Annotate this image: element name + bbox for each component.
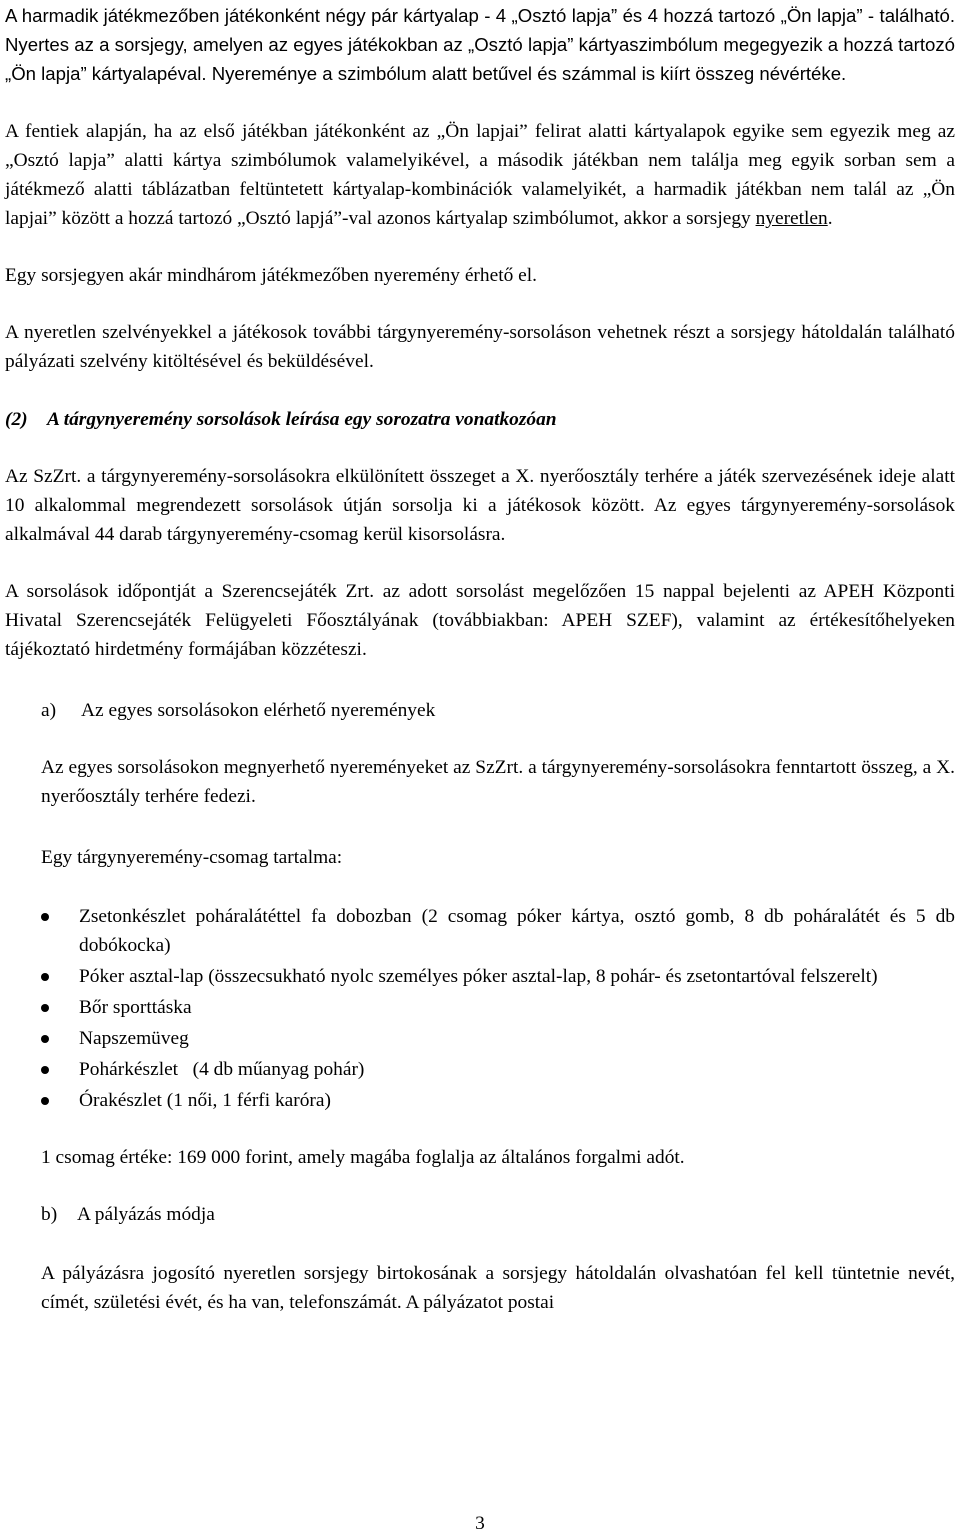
- bullet-icon: [41, 1097, 49, 1105]
- list-item: [41, 1086, 955, 1115]
- bullet-icon: [41, 913, 49, 921]
- list-item: [41, 1055, 955, 1084]
- subsection-b-letter: b): [41, 1204, 58, 1225]
- list-item-text: Órakészlet (1 női, 1 férfi karóra): [79, 1090, 331, 1111]
- list-item: [41, 993, 955, 1022]
- subsection-a-letter: a): [41, 700, 57, 721]
- list-item: [41, 1024, 955, 1053]
- page-number: 3: [475, 1513, 485, 1534]
- intro-paragraph-3: Egy sorsjegyen akár mindhárom játékmezőben nyeremény érhető el.: [5, 265, 537, 286]
- package-value-note: 1 csomag értéke: 169 000 forint, amely magába foglalja az általános forgalmi adót.: [41, 1147, 685, 1168]
- document-page: [5, 1, 955, 1317]
- section-2-title: A tárgynyeremény sorsolások leírása egy sorozatra vonatkozóan: [47, 409, 557, 430]
- list-item: [41, 962, 955, 991]
- list-item-text: Pohárkészlet (4 db műanyag pohár): [79, 1059, 365, 1080]
- subsection-b-heading: [5, 1200, 955, 1229]
- bullet-icon: [41, 1066, 49, 1074]
- list-item-text: Zsetonkészlet poháralátéttel fa dobozban (2 csomag póker kártya, osztó gomb, 8 db poháralátét és 5 db dobókocka): [79, 906, 955, 956]
- list-item-text: Napszemüveg: [79, 1028, 189, 1049]
- package-contents-list: [41, 902, 955, 1115]
- bullet-icon: [41, 1004, 49, 1012]
- intro-paragraph-2: [5, 117, 955, 233]
- section-2-paragraph-2: A sorsolások időpontját a Szerencsejáték Zrt. az adott sorsolást megelőzően 15 nappal bejelenti az APEH Központi Hivatal Szerencsejáték Felügyeleti Főosztályának (továbbiakban: APEH SZEF), valamint az értékesítőhelyeken tájékoztató hirdetmény formájában közzéteszi.: [5, 581, 955, 660]
- subsection-a-title: Az egyes sorsolásokon elérhető nyeremények: [81, 700, 436, 721]
- intro-paragraph-4: A nyeretlen szelvényekkel a játékosok további tárgynyeremény-sorsoláson vehetnek részt a sorsjegy hátoldalán található pályázati szelvény kitöltésével és beküldésével.: [5, 322, 955, 372]
- list-item-text: Póker asztal-lap (összecsukható nyolc személyes póker asztal-lap, 8 pohár- és zsetontartóval felszerelt): [79, 966, 878, 987]
- intro-paragraph-1: A harmadik játékmezőben játékonként négy pár kártyalap - 4 „Osztó lapja” és 4 hozzá tartozó „Ön lapja” - található. Nyertes az a sorsjegy, amelyen az egyes játékokban az „Osztó lapja” kártyaszimbólum megegyezik a hozzá tartozó „Ön lapja” kártyalapéval. Nyereménye a szimbólum alatt betűvel és számmal is kiírt összeg névértéke.: [5, 5, 955, 84]
- intro-paragraph-2-text: A fentiek alapján, ha az első játékban játékonként az „Ön lapjai” felirat alatti kártyalapok egyike sem egyezik meg az „Osztó lapja” alatti kártya szimbólumok valamelyikével, a második játékban nem találja meg egyik sorban sem a játékmező alatti táblázatban feltüntetett kártyalap-kombinációk valamelyikét, a harmadik játékban nem talál az „Ön lapjai” között a hozzá tartozó „Osztó lapjá”-val azonos kártyalap szimbólumot, akkor a sorsjegy: [5, 121, 955, 229]
- section-2-heading: [5, 405, 955, 434]
- subsection-a-heading: [5, 696, 955, 725]
- intro-paragraph-2-end: .: [827, 208, 833, 229]
- bullet-icon: [41, 973, 49, 981]
- subsection-b-paragraph-1: A pályázásra jogosító nyeretlen sorsjegy birtokosának a sorsjegy hátoldalán olvashatóan fel kell tüntetnie nevét, címét, születési évét, és ha van, telefonszámát. A pályázatot postai: [41, 1263, 955, 1313]
- subsection-a-paragraph-2: Egy tárgynyeremény-csomag tartalma:: [41, 847, 343, 868]
- section-2-number: (2): [5, 409, 28, 430]
- subsection-b-title: A pályázás módja: [77, 1204, 215, 1225]
- section-2-paragraph-1: Az SzZrt. a tárgynyeremény-sorsolásokra elkülönített összeget a X. nyerőosztály terhére a játék szervezésének ideje alatt 10 alkalommal megrendezett sorsolások útján sorsolja ki a játékosok között. Az egyes tárgynyeremény-sorsolások alkalmával 44 darab tárgynyeremény-csomag kerül kisorsolásra.: [5, 466, 955, 545]
- list-item-text: Bőr sporttáska: [79, 997, 192, 1018]
- subsection-a-paragraph-1: Az egyes sorsolásokon megnyerhető nyereményeket az SzZrt. a tárgynyeremény-sorsolásokra fenntartott összeg, a X. nyerőosztály terhére fedezi.: [41, 757, 955, 807]
- nyeretlen-underlined: nyeretlen: [755, 208, 828, 229]
- list-item: [41, 902, 955, 960]
- bullet-icon: [41, 1035, 49, 1043]
